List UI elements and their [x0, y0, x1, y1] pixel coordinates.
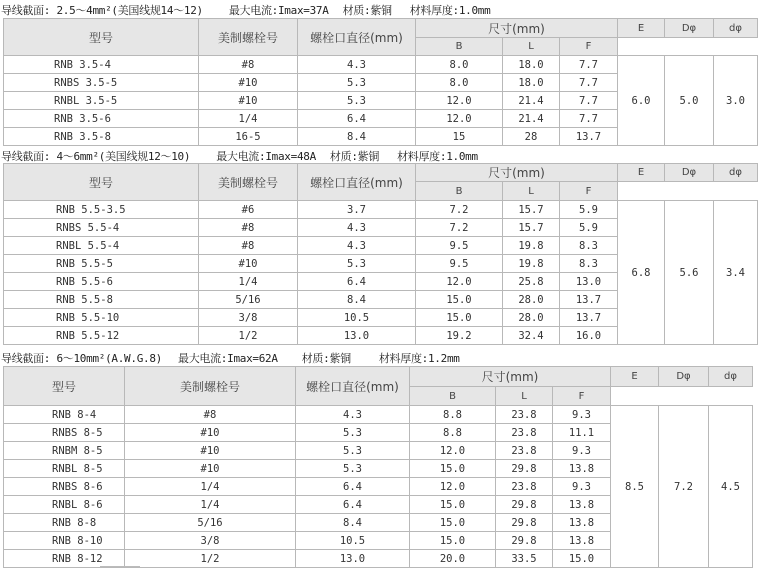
- l-cell: 32.4: [503, 327, 560, 345]
- section-label: 导线截面:: [1, 150, 51, 163]
- diameter-cell: 13.0: [296, 550, 410, 568]
- col-header-d: Dφ: [659, 367, 709, 387]
- diameter-cell: 8.4: [298, 128, 416, 146]
- b-cell: 20.0: [410, 550, 496, 568]
- diameter-cell: 8.4: [296, 514, 410, 532]
- section-header: [1, 148, 478, 164]
- bolt-cell: #10: [199, 255, 298, 273]
- bolt-cell: 1/2: [125, 550, 296, 568]
- col-header-diameter: 螺栓口直径(mm): [296, 367, 410, 406]
- f-cell: 13.8: [553, 496, 611, 514]
- f-cell: 13.7: [560, 291, 618, 309]
- current-value: Imax=37A: [277, 4, 329, 17]
- model-cell: RNB 5.5-10: [4, 309, 199, 327]
- section-header: [1, 350, 460, 366]
- col-header-e: E: [618, 164, 665, 182]
- diameter-cell: 5.3: [296, 460, 410, 478]
- f-cell: 13.7: [560, 128, 618, 146]
- table-row: [4, 56, 758, 74]
- col-header-diameter: 螺栓口直径(mm): [298, 164, 416, 201]
- dd-cell: 4.5: [709, 406, 753, 568]
- section-value: 2.5～4mm²(美国线规14～12): [56, 4, 203, 17]
- current-label: 最大电流:: [228, 4, 278, 17]
- model-cell: RNBS 8-6: [4, 478, 125, 496]
- col-header-e: E: [618, 19, 665, 38]
- b-cell: 12.0: [416, 273, 503, 291]
- thickness-value: 1.2mm: [427, 352, 460, 365]
- f-cell: 15.0: [553, 550, 611, 568]
- e-cell: 8.5: [611, 406, 659, 568]
- b-cell: 8.0: [416, 74, 503, 92]
- section-value: 6～10mm²(A.W.G.8): [56, 352, 162, 365]
- l-cell: 18.0: [503, 74, 560, 92]
- diameter-cell: 10.5: [298, 309, 416, 327]
- diameter-cell: 4.3: [298, 56, 416, 74]
- f-cell: 13.8: [553, 460, 611, 478]
- diameter-cell: 5.3: [298, 255, 416, 273]
- model-cell: RNB 5.5-5: [4, 255, 199, 273]
- material-value: 紫铜: [329, 352, 351, 365]
- model-cell: RNB 5.5-8: [4, 291, 199, 309]
- l-cell: 15.7: [503, 219, 560, 237]
- model-cell: RNBL 8-6: [4, 496, 125, 514]
- diameter-cell: 6.4: [298, 110, 416, 128]
- model-cell: RNB 8-12: [4, 550, 125, 568]
- diameter-cell: 10.5: [296, 532, 410, 550]
- bolt-cell: #8: [199, 219, 298, 237]
- diameter-cell: 5.3: [296, 442, 410, 460]
- bolt-cell: 3/8: [125, 532, 296, 550]
- l-cell: 28: [503, 128, 560, 146]
- model-cell: RNBS 3.5-5: [4, 74, 199, 92]
- col-header-d: Dφ: [665, 19, 714, 38]
- model-cell: RNB 8-10: [4, 532, 125, 550]
- bolt-cell: 16-5: [199, 128, 298, 146]
- model-cell: RNBS 5.5-4: [4, 219, 199, 237]
- b-cell: 15.0: [416, 309, 503, 327]
- l-cell: 29.8: [496, 460, 553, 478]
- col-header-dimensions: 尺寸(mm): [416, 164, 618, 182]
- col-header-f: F: [560, 38, 618, 56]
- l-cell: 28.0: [503, 291, 560, 309]
- col-header-e: E: [611, 367, 659, 387]
- l-cell: 29.8: [496, 496, 553, 514]
- f-cell: 7.7: [560, 74, 618, 92]
- bolt-cell: #10: [125, 442, 296, 460]
- b-cell: 15.0: [416, 291, 503, 309]
- b-cell: 8.0: [416, 56, 503, 74]
- f-cell: 11.1: [553, 424, 611, 442]
- e-cell: 6.8: [618, 201, 665, 345]
- f-cell: 9.3: [553, 478, 611, 496]
- b-cell: 7.2: [416, 201, 503, 219]
- section-value: 4～6mm²(美国线规12～10): [56, 150, 191, 163]
- f-cell: 7.7: [560, 56, 618, 74]
- col-header-l: L: [503, 182, 560, 201]
- b-cell: 9.5: [416, 255, 503, 273]
- l-cell: 23.8: [496, 442, 553, 460]
- material-label: 材质:: [301, 352, 330, 365]
- f-cell: 13.7: [560, 309, 618, 327]
- bolt-cell: #8: [125, 406, 296, 424]
- f-cell: 13.0: [560, 273, 618, 291]
- bolt-cell: #6: [199, 201, 298, 219]
- model-cell: RNB 8-8: [4, 514, 125, 532]
- f-cell: 7.7: [560, 92, 618, 110]
- b-cell: 12.0: [410, 442, 496, 460]
- b-cell: 12.0: [410, 478, 496, 496]
- col-header-bolt: 美制螺栓号: [199, 164, 298, 201]
- l-cell: 23.8: [496, 406, 553, 424]
- b-cell: 12.0: [416, 110, 503, 128]
- b-cell: 12.0: [416, 92, 503, 110]
- model-cell: RNB 3.5-8: [4, 128, 199, 146]
- bolt-cell: 5/16: [125, 514, 296, 532]
- table-row: [4, 406, 753, 424]
- l-cell: 29.8: [496, 514, 553, 532]
- col-header-l: L: [496, 387, 553, 406]
- l-cell: 33.5: [496, 550, 553, 568]
- model-cell: RNB 8-4: [4, 406, 125, 424]
- e-cell: 6.0: [618, 56, 665, 146]
- b-cell: 8.8: [410, 406, 496, 424]
- footer-divider: [100, 566, 140, 573]
- dd-cell: 3.0: [714, 56, 758, 146]
- diameter-cell: 5.3: [296, 424, 410, 442]
- col-header-bolt: 美制螺栓号: [125, 367, 296, 406]
- l-cell: 23.8: [496, 478, 553, 496]
- l-cell: 15.7: [503, 201, 560, 219]
- section-header: [1, 2, 490, 18]
- bolt-cell: #10: [125, 460, 296, 478]
- material-value: 紫铜: [357, 150, 380, 163]
- model-cell: RNBL 5.5-4: [4, 237, 199, 255]
- l-cell: 29.8: [496, 532, 553, 550]
- col-header-b: B: [416, 38, 503, 56]
- material-value: 紫铜: [370, 4, 392, 17]
- f-cell: 5.9: [560, 201, 618, 219]
- diameter-cell: 4.3: [296, 406, 410, 424]
- bolt-cell: #10: [199, 74, 298, 92]
- l-cell: 21.4: [503, 92, 560, 110]
- bolt-cell: #8: [199, 237, 298, 255]
- l-cell: 23.8: [496, 424, 553, 442]
- f-cell: 8.3: [560, 255, 618, 273]
- dd-cell: 3.4: [714, 201, 758, 345]
- thickness-label: 材料厚度:: [378, 352, 428, 365]
- f-cell: 7.7: [560, 110, 618, 128]
- model-cell: RNB 3.5-6: [4, 110, 199, 128]
- b-cell: 19.2: [416, 327, 503, 345]
- bolt-cell: 1/4: [199, 273, 298, 291]
- diameter-cell: 4.3: [298, 237, 416, 255]
- l-cell: 18.0: [503, 56, 560, 74]
- current-label: 最大电流:: [216, 150, 266, 163]
- current-label: 最大电流:: [178, 352, 228, 365]
- bolt-cell: #10: [125, 424, 296, 442]
- spec-table: [3, 366, 753, 568]
- b-cell: 15: [416, 128, 503, 146]
- bolt-cell: #8: [199, 56, 298, 74]
- material-label: 材质:: [342, 4, 371, 17]
- thickness-label: 材料厚度:: [397, 150, 447, 163]
- d-cell: 7.2: [659, 406, 709, 568]
- col-header-diameter: 螺栓口直径(mm): [298, 19, 416, 56]
- model-cell: RNB 5.5-12: [4, 327, 199, 345]
- l-cell: 19.8: [503, 255, 560, 273]
- col-header-bolt: 美制螺栓号: [199, 19, 298, 56]
- col-header-dimensions: 尺寸(mm): [416, 19, 618, 38]
- current-value: Imax=48A: [265, 150, 316, 163]
- diameter-cell: 4.3: [298, 219, 416, 237]
- f-cell: 13.8: [553, 514, 611, 532]
- col-header-l: L: [503, 38, 560, 56]
- l-cell: 21.4: [503, 110, 560, 128]
- b-cell: 15.0: [410, 532, 496, 550]
- section-label: 导线截面:: [1, 352, 51, 365]
- f-cell: 9.3: [553, 406, 611, 424]
- bolt-cell: 3/8: [199, 309, 298, 327]
- col-header-dimensions: 尺寸(mm): [410, 367, 611, 387]
- thickness-value: 1.0mm: [446, 150, 478, 163]
- l-cell: 25.8: [503, 273, 560, 291]
- bolt-cell: 1/4: [125, 496, 296, 514]
- b-cell: 7.2: [416, 219, 503, 237]
- b-cell: 15.0: [410, 460, 496, 478]
- model-cell: RNBS 8-5: [4, 424, 125, 442]
- col-header-f: F: [553, 387, 611, 406]
- col-header-b: B: [416, 182, 503, 201]
- col-header-model: 型号: [4, 367, 125, 406]
- table-row: [4, 201, 758, 219]
- spec-table: [3, 163, 758, 345]
- col-header-model: 型号: [4, 164, 199, 201]
- l-cell: 28.0: [503, 309, 560, 327]
- model-cell: RNBL 3.5-5: [4, 92, 199, 110]
- f-cell: 16.0: [560, 327, 618, 345]
- thickness-label: 材料厚度:: [409, 4, 459, 17]
- bolt-cell: 1/4: [125, 478, 296, 496]
- diameter-cell: 8.4: [298, 291, 416, 309]
- material-label: 材质:: [329, 150, 358, 163]
- col-header-b: B: [410, 387, 496, 406]
- f-cell: 5.9: [560, 219, 618, 237]
- model-cell: RNBL 8-5: [4, 460, 125, 478]
- col-header-dd: dφ: [714, 164, 758, 182]
- d-cell: 5.0: [665, 56, 714, 146]
- diameter-cell: 6.4: [296, 478, 410, 496]
- thickness-value: 1.0mm: [458, 4, 491, 17]
- diameter-cell: 13.0: [298, 327, 416, 345]
- current-value: Imax=62A: [227, 352, 278, 365]
- f-cell: 8.3: [560, 237, 618, 255]
- diameter-cell: 6.4: [296, 496, 410, 514]
- model-cell: RNBM 8-5: [4, 442, 125, 460]
- b-cell: 15.0: [410, 496, 496, 514]
- d-cell: 5.6: [665, 201, 714, 345]
- model-cell: RNB 5.5-3.5: [4, 201, 199, 219]
- bolt-cell: 1/4: [199, 110, 298, 128]
- model-cell: RNB 3.5-4: [4, 56, 199, 74]
- bolt-cell: 1/2: [199, 327, 298, 345]
- diameter-cell: 5.3: [298, 74, 416, 92]
- section-label: 导线截面:: [1, 4, 51, 17]
- l-cell: 19.8: [503, 237, 560, 255]
- diameter-cell: 5.3: [298, 92, 416, 110]
- col-header-dd: dφ: [709, 367, 753, 387]
- f-cell: 9.3: [553, 442, 611, 460]
- col-header-model: 型号: [4, 19, 199, 56]
- spec-table: [3, 18, 758, 146]
- bolt-cell: 5/16: [199, 291, 298, 309]
- b-cell: 8.8: [410, 424, 496, 442]
- col-header-f: F: [560, 182, 618, 201]
- diameter-cell: 6.4: [298, 273, 416, 291]
- b-cell: 9.5: [416, 237, 503, 255]
- f-cell: 13.8: [553, 532, 611, 550]
- model-cell: RNB 5.5-6: [4, 273, 199, 291]
- b-cell: 15.0: [410, 514, 496, 532]
- col-header-dd: dφ: [714, 19, 758, 38]
- diameter-cell: 3.7: [298, 201, 416, 219]
- bolt-cell: #10: [199, 92, 298, 110]
- col-header-d: Dφ: [665, 164, 714, 182]
